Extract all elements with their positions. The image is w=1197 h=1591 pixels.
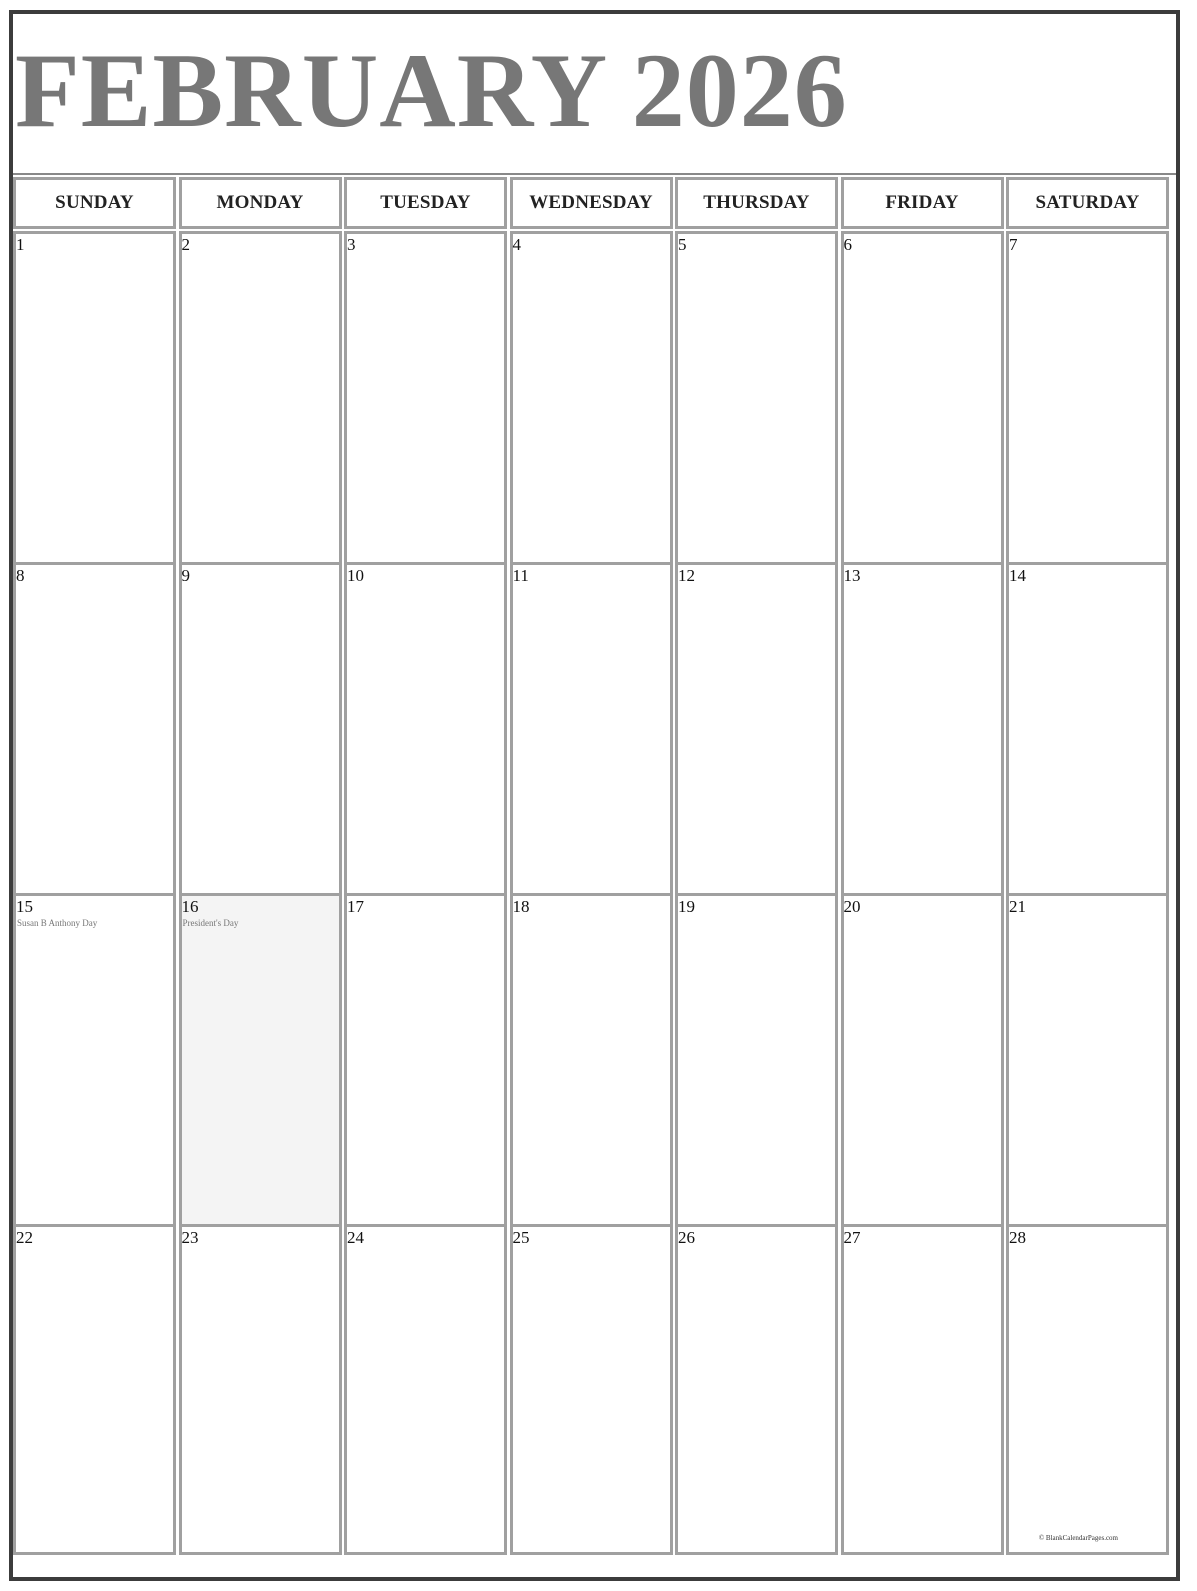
day-number: 10 — [347, 566, 364, 585]
day-number: 8 — [16, 566, 25, 585]
day-number: 22 — [16, 1228, 33, 1247]
day-number: 26 — [678, 1228, 695, 1247]
day-cell[interactable] — [675, 1224, 838, 1555]
day-number: 20 — [843, 897, 861, 916]
day-number: 16 — [181, 897, 199, 916]
day-cell[interactable] — [179, 893, 342, 1224]
holiday-label: President's Day — [182, 918, 239, 928]
day-cell[interactable] — [344, 893, 507, 1224]
day-number: 19 — [678, 897, 695, 916]
day-number: 28 — [1009, 1228, 1026, 1247]
day-number: 14 — [1009, 566, 1026, 585]
day-cell[interactable] — [841, 231, 1004, 562]
weekday-header: FRIDAY — [841, 177, 1004, 229]
day-cell[interactable] — [675, 562, 838, 893]
day-cell[interactable] — [1006, 562, 1169, 893]
weekday-header-row — [13, 177, 1176, 229]
title-row — [13, 14, 1176, 175]
weekday-header: MONDAY — [179, 177, 342, 229]
day-cell[interactable] — [344, 231, 507, 562]
day-cell[interactable] — [344, 1224, 507, 1555]
day-cell[interactable] — [1006, 1224, 1169, 1555]
copyright-note: © BlankCalendarPages.com — [1038, 1534, 1118, 1542]
day-cell[interactable] — [179, 562, 342, 893]
day-number: 11 — [512, 566, 529, 585]
day-number: 17 — [347, 897, 364, 916]
day-number: 18 — [512, 897, 530, 916]
day-number: 23 — [181, 1228, 199, 1247]
day-number: 3 — [347, 235, 356, 254]
week-row — [13, 893, 1176, 1224]
day-cell[interactable] — [179, 1224, 342, 1555]
day-cell[interactable] — [13, 562, 176, 893]
weekday-header: SATURDAY — [1006, 177, 1169, 229]
day-cell[interactable] — [344, 562, 507, 893]
weekday-header: WEDNESDAY — [510, 177, 673, 229]
calendar-frame — [9, 10, 1180, 1581]
day-cell[interactable] — [841, 562, 1004, 893]
day-cell[interactable] — [675, 231, 838, 562]
day-number: 1 — [16, 235, 25, 254]
day-cell[interactable] — [510, 893, 673, 1224]
weekday-header: THURSDAY — [675, 177, 838, 229]
week-row — [13, 231, 1176, 562]
weekday-header: TUESDAY — [344, 177, 507, 229]
day-number: 5 — [678, 235, 687, 254]
holiday-label: Susan B Anthony Day — [17, 918, 98, 928]
day-cell[interactable] — [1006, 231, 1169, 562]
week-row — [13, 1224, 1176, 1555]
day-cell[interactable] — [13, 893, 176, 1224]
day-number: 15 — [16, 897, 33, 916]
day-cell[interactable] — [179, 231, 342, 562]
day-number: 24 — [347, 1228, 364, 1247]
week-row — [13, 562, 1176, 893]
day-cell[interactable] — [841, 1224, 1004, 1555]
day-number: 27 — [843, 1228, 861, 1247]
day-number: 4 — [512, 235, 521, 254]
day-cell[interactable] — [1006, 893, 1169, 1224]
day-number: 2 — [181, 235, 190, 254]
day-number: 9 — [181, 566, 190, 585]
calendar-grid — [13, 177, 1176, 1555]
day-number: 7 — [1009, 235, 1018, 254]
day-number: 6 — [843, 235, 852, 254]
day-cell[interactable] — [510, 1224, 673, 1555]
calendar-title: FEBRUARY 2026 — [15, 32, 848, 149]
day-cell[interactable] — [841, 893, 1004, 1224]
weekday-header: SUNDAY — [13, 177, 176, 229]
day-cell[interactable] — [510, 231, 673, 562]
day-number: 12 — [678, 566, 695, 585]
day-cell[interactable] — [675, 893, 838, 1224]
weeks-container — [13, 231, 1176, 1555]
day-number: 25 — [512, 1228, 530, 1247]
day-cell[interactable] — [510, 562, 673, 893]
day-cell[interactable] — [13, 231, 176, 562]
day-number: 21 — [1009, 897, 1026, 916]
day-cell[interactable] — [13, 1224, 176, 1555]
day-number: 13 — [843, 566, 861, 585]
